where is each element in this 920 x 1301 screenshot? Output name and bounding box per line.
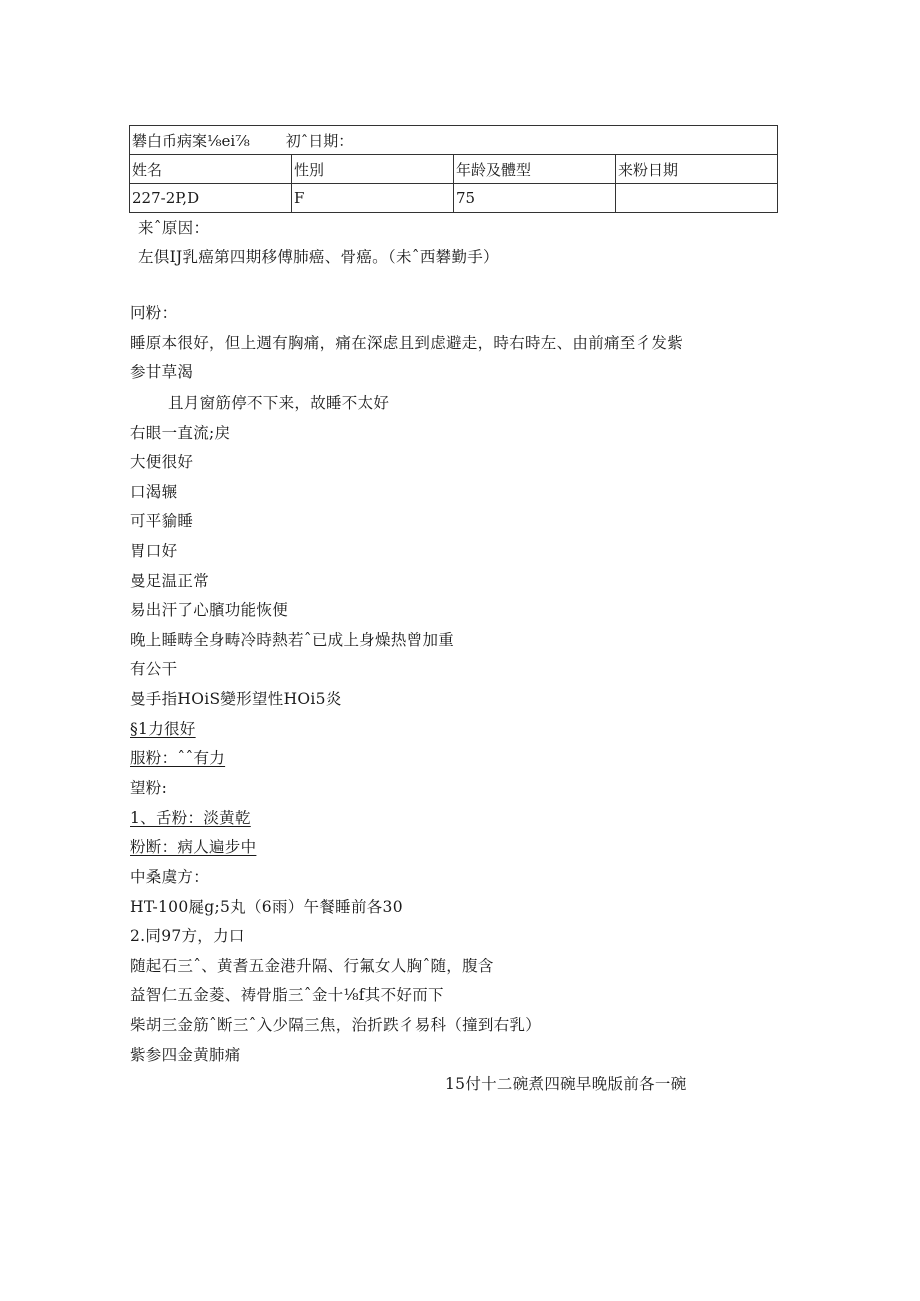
prescription-line: 紫参四金黄肺痛 [130, 1046, 241, 1064]
reason-label: 来ˆ原因： [138, 219, 210, 237]
prescription-line: 2.同97方，力口 [130, 927, 245, 945]
table-title-row [130, 126, 778, 155]
cell-name: 227-2P,D [130, 184, 292, 213]
tongue-diagnosis-line: 1、舌粉：淡黄乾 [130, 809, 251, 827]
cell-age: 75 [454, 184, 616, 213]
prescription-line: HT-100屣g;5丸（6雨）午餐睡前各30 [130, 898, 403, 916]
table-header-row [130, 155, 778, 184]
prescription-line: 益智仁五金菱、祷骨脂三ˆ金十⅛f其不好而下 [130, 986, 444, 1004]
note-line: 睡原本很好，但上週有胸痛，痛在深虑且到虑避走，時右時左、由前痛至彳发紫 [130, 334, 684, 352]
note-line: 大便很好 [130, 453, 194, 471]
prescription-line: 随起石三ˆ、黄耆五金港升隔、行氟女人胸ˆ随，腹含 [130, 957, 494, 975]
table-data-row [130, 184, 778, 213]
header-visit-date: 来粉日期 [616, 155, 778, 184]
dosage-instructions: 15付十二碗煮四碗早晚版前各一碗 [445, 1075, 687, 1093]
note-line: 晚上睡畴全身畴冷時熱若ˆ已成上身燥热曾加重 [130, 631, 455, 649]
note-line: 且月窗筋停不下来，故睡不太好 [168, 394, 390, 412]
note-line: §1力很好 [130, 720, 196, 738]
reason-text: 左倶IJ乳癌第四期移傅肺癌、骨癌。（未ˆ西礬勤手） [138, 248, 499, 266]
cell-visit-date [616, 184, 778, 213]
header-age-build: 年龄及體型 [454, 155, 616, 184]
header-sex: 性別 [292, 155, 454, 184]
prescription-heading: 中桑虞方： [130, 868, 210, 886]
patient-info-table [129, 125, 778, 213]
note-line: 胃口好 [130, 542, 178, 560]
prescription-line: 柴胡三金筋ˆ断三ˆ入少隔三焦，治折跌彳易科（撞到右乳） [130, 1016, 542, 1034]
table-title-cell [130, 126, 778, 155]
note-line: 易出汗了心臏功能恢便 [130, 601, 289, 619]
note-line: 可平貐睡 [130, 512, 194, 530]
note-line: 口渴辗 [130, 483, 178, 501]
diagnosis-line: 粉断：病人遍步中 [130, 838, 257, 856]
cell-sex: F [292, 184, 454, 213]
note-line: 曼足温正常 [130, 572, 210, 590]
record-title: 礬白币病案⅛ei⅞ [132, 131, 250, 150]
note-line: 曼手指HOiS變形望性HOi5炎 [130, 690, 342, 708]
first-visit-date-label: 初ˆ日期： [285, 131, 354, 150]
note-line: 右眼一直流;戻 [130, 424, 231, 442]
pulse-diagnosis-line: 服粉：ˆˆ有力 [130, 749, 226, 767]
inspection-heading: 望粉: [130, 779, 168, 797]
note-line: 参甘草渴 [130, 363, 194, 381]
inquiry-heading: 冋粉： [130, 304, 178, 322]
header-name: 姓名 [130, 155, 292, 184]
note-line: 有公干 [130, 660, 178, 678]
